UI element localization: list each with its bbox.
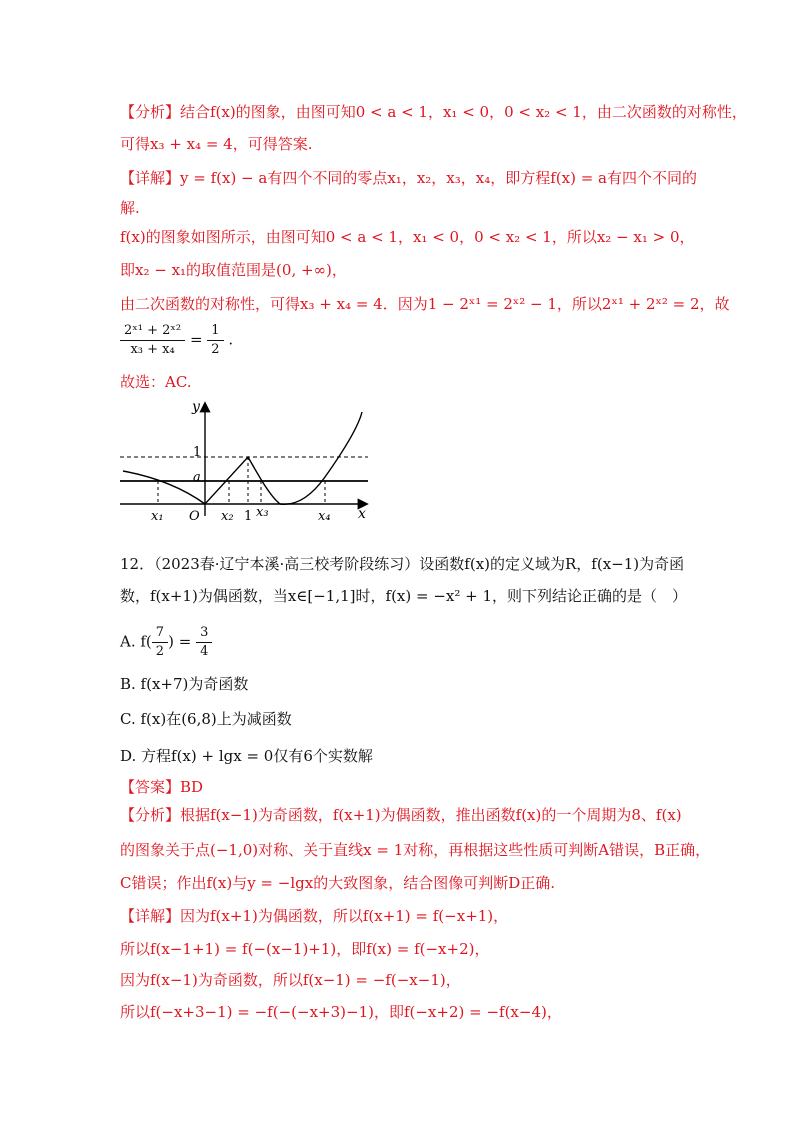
a-label: a xyxy=(193,470,201,485)
option-d: D. 方程f(x) + lgx = 0仅有6个实数解 xyxy=(120,747,373,765)
origin-label: O xyxy=(189,509,200,524)
choice-line: 故选：AC. xyxy=(120,373,192,391)
y-axis-label: y xyxy=(192,399,200,415)
question-12-line-2: 数，f(x+1)为偶函数，当x∈[−1,1]时，f(x) = −x² + 1，则下列结论正确的是（ ） xyxy=(120,587,688,605)
option-a-num: 7 xyxy=(152,624,168,643)
fraction-half xyxy=(207,322,223,359)
detail2-line-2: 所以f(x−1+1) = f(−(x−1)+1)，即f(x) = f(−x+2)， xyxy=(120,940,490,958)
option-c: C. f(x)在(6,8)上为减函数 xyxy=(120,710,292,728)
x-axis-label: x xyxy=(358,506,366,522)
option-a-equals: = xyxy=(178,632,192,651)
fraction-line xyxy=(120,322,233,359)
fraction-numerator: 2ˣ¹ + 2ˣ² xyxy=(120,322,185,341)
option-a: A. f( $\frac{7}{2}$ ) = $\frac{3}{4}$ xyxy=(120,624,212,661)
analysis2-line-2: 的图象关于点(−1,0)对称、关于直线x = 1对称，再根据这些性质可判断A错误，B正确， xyxy=(120,841,711,859)
x2-label: x₂ xyxy=(221,509,234,524)
analysis-line-2: 可得x₃ + x₄ = 4，可得答案. xyxy=(120,135,313,153)
option-a-fraction xyxy=(152,624,168,661)
option-a-result xyxy=(196,624,212,661)
question-12-line-1: 12．（2023春·辽宁本溪·高三校考阶段练习）设函数f(x)的定义域为R，f(x−1)为奇函 xyxy=(120,555,685,573)
detail-line-4: 即x₂ − x₁的取值范围是(0, +∞)， xyxy=(120,261,347,279)
detail2-line-1: 【详解】因为f(x+1)为偶函数，所以f(x+1) = f(−x+1)， xyxy=(120,907,509,925)
fraction-denominator: x₃ + x₄ xyxy=(130,342,175,357)
analysis2-line-1: 【分析】根据f(x−1)为奇函数，f(x+1)为偶函数，推出函数f(x)的一个周期为8、f(x) xyxy=(120,806,682,824)
answer-line: 【答案】BD xyxy=(120,778,204,796)
option-b: B. f(x+7)为奇函数 xyxy=(120,675,249,693)
one-x-label: 1 xyxy=(244,509,253,524)
analysis-line-1: 【分析】结合f(x)的图象，由图可知0 < a < 1，x₁ < 0，0 < x₂ < 1，由二次函数的对称性， xyxy=(120,103,747,121)
option-a-result-den: 4 xyxy=(200,644,209,659)
detail-line-2: 解. xyxy=(120,199,140,217)
detail-line-3: f(x)的图象如图所示，由图可知0 < a < 1，x₁ < 0，0 < x₂ < 1，所以x₂ − x₁ > 0， xyxy=(120,228,695,246)
half-numerator: 1 xyxy=(207,322,223,341)
x4-label: x₄ xyxy=(318,509,331,524)
option-a-den: 2 xyxy=(155,644,165,659)
detail2-line-3: 因为f(x−1)为奇函数，所以f(x−1) = −f(−x−1)， xyxy=(120,971,461,989)
option-a-prefix: A. f xyxy=(120,632,146,651)
one-y-label: 1 xyxy=(193,445,202,460)
period: . xyxy=(228,330,234,349)
detail2-line-4: 所以f(−x+3−1) = −f(−(−x+3)−1)，即f(−x+2) = −f(x−4)， xyxy=(120,1003,562,1021)
x1-label: x₁ xyxy=(151,509,164,524)
x3-label: x₃ xyxy=(256,505,269,520)
detail-line-1: 【详解】y = f(x) − a有四个不同的零点x₁，x₂，x₃，x₄，即方程f(x) = a有四个不同的 xyxy=(120,169,697,187)
option-a-result-num: 3 xyxy=(196,624,212,643)
function-graph xyxy=(120,398,390,528)
detail-line-5: 由二次函数的对称性，可得x₃ + x₄ = 4．因为1 − 2ˣ¹ = 2ˣ² − 1，所以2ˣ¹ + 2ˣ² = 2，故 xyxy=(120,295,730,313)
half-denominator: 2 xyxy=(211,342,220,357)
analysis2-line-3: C错误；作出f(x)与y = −lgx的大致图象，结合图像可判断D正确. xyxy=(120,874,555,892)
fraction-main xyxy=(120,322,185,359)
equals-sign: = xyxy=(189,330,203,349)
f-curve xyxy=(123,412,362,504)
